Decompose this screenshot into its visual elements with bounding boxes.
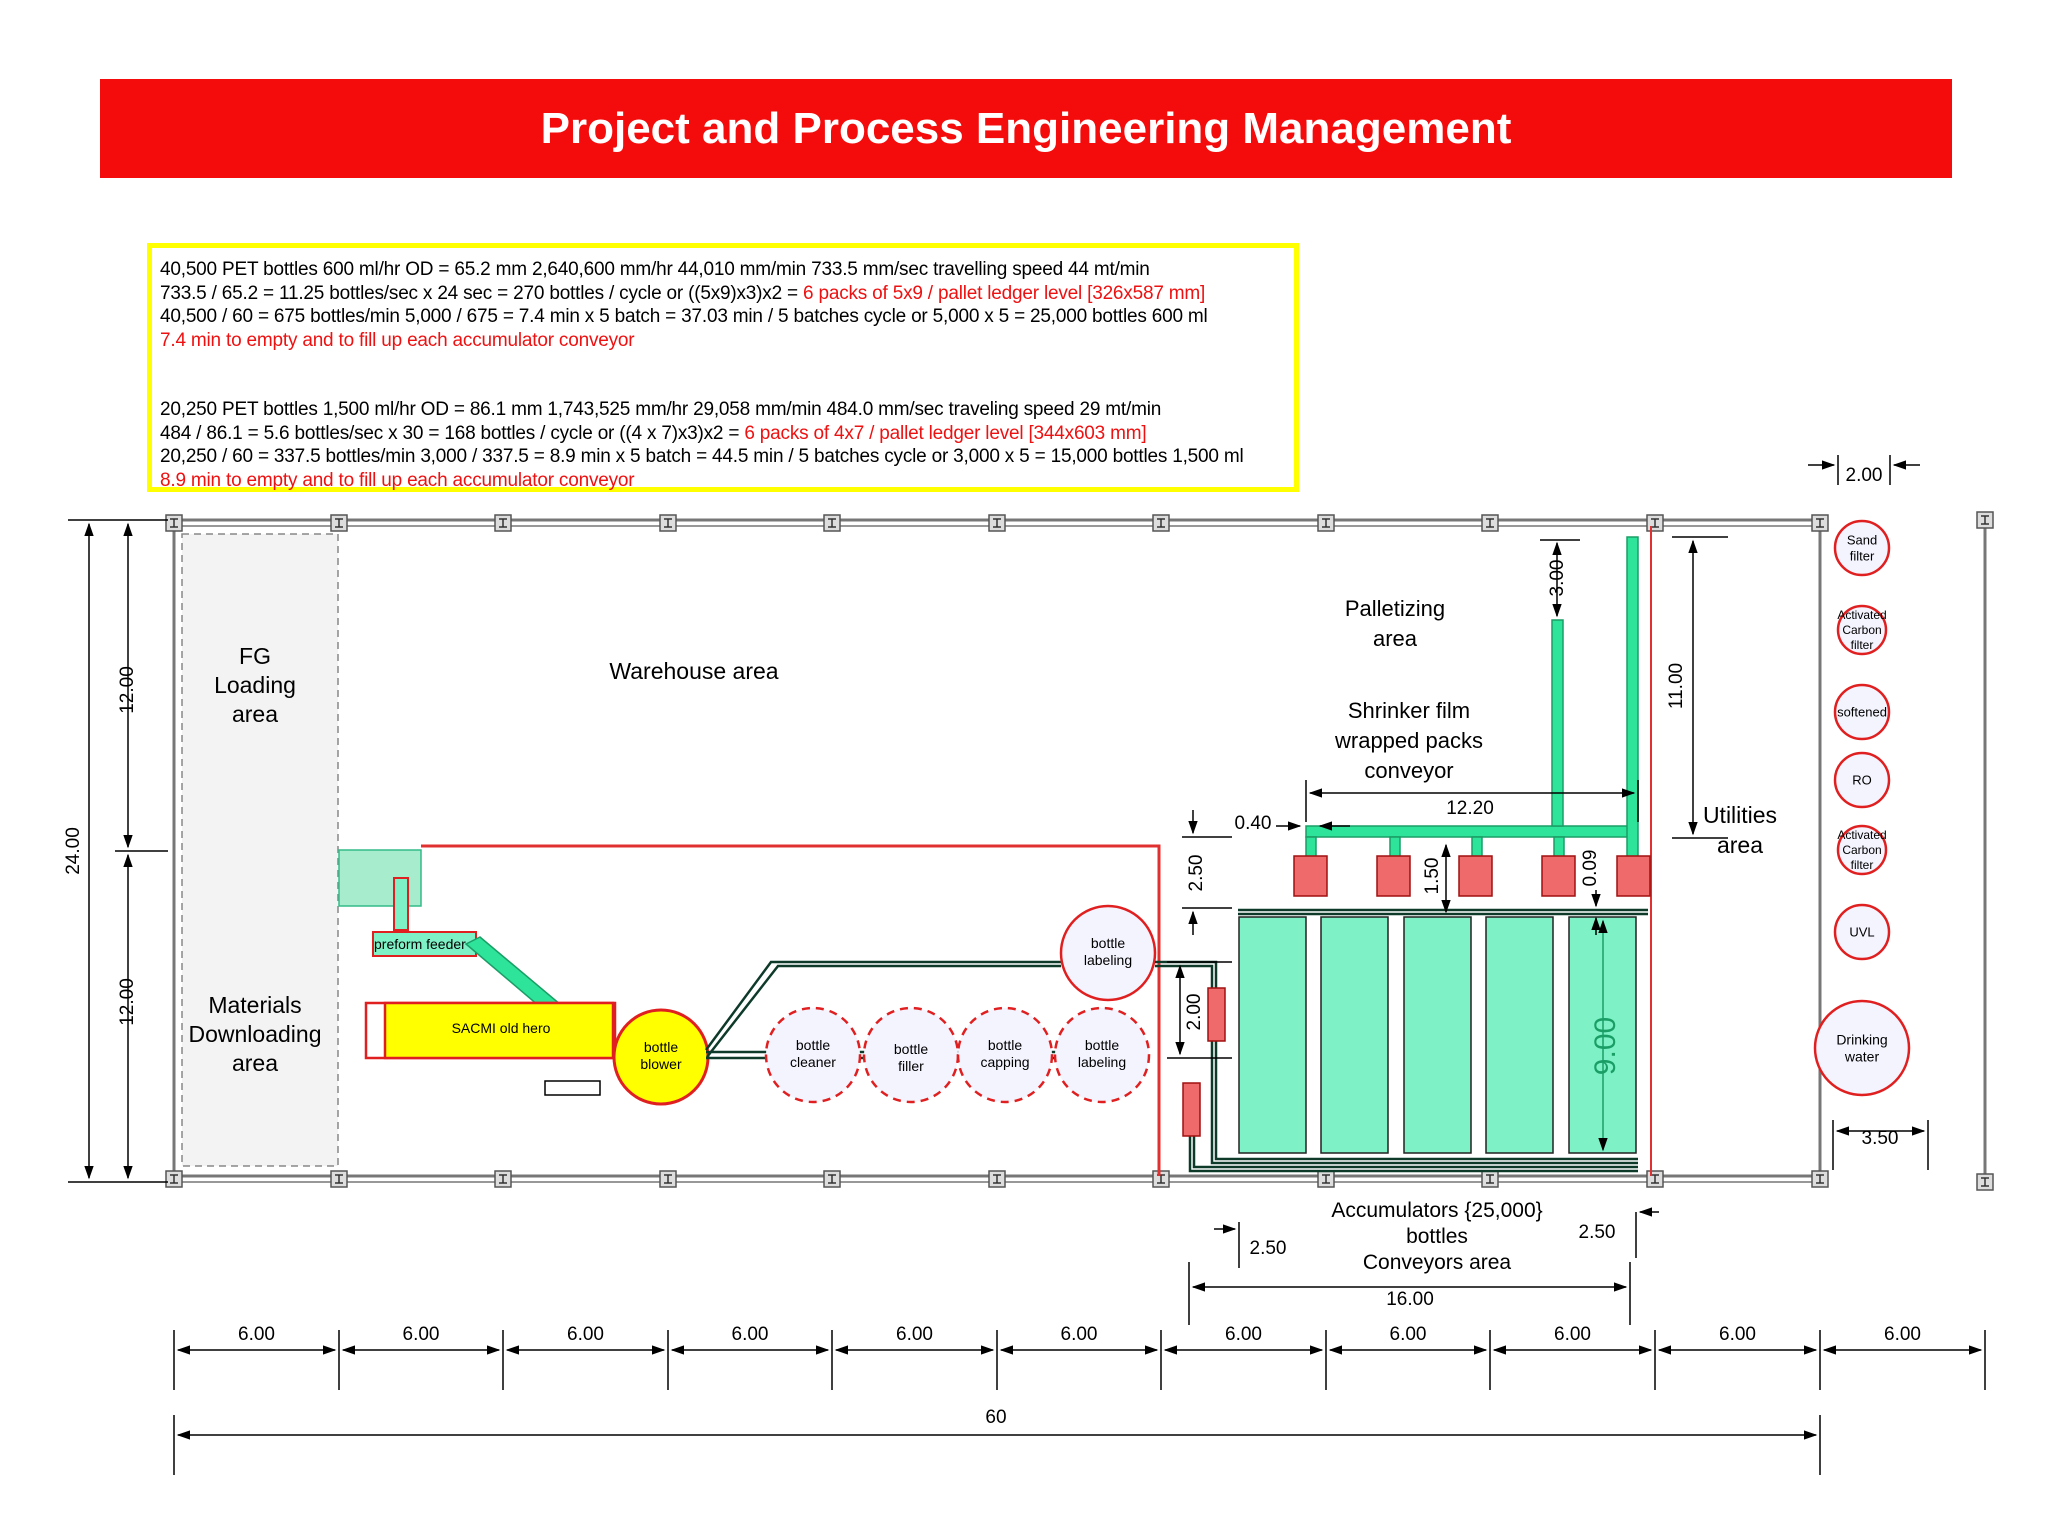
bottle-blower-label [640,1039,682,1072]
column-marker [1812,515,1828,531]
bay-dimension-label: 6.00 [402,1324,440,1345]
bottle-labeling-dashed [1055,1008,1149,1102]
utility-unit [1837,606,1886,654]
bay-dimension-label: 6.00 [731,1324,769,1345]
utility-unit [1835,521,1889,575]
bottle-filler [864,1008,958,1102]
shrinker-conveyor-label [1334,698,1483,783]
svg-text:bottle: bottle [1084,1037,1120,1053]
column-marker [495,1171,511,1187]
svg-text:Materials: Materials [208,992,302,1018]
calc-line: 20,250 / 60 = 337.5 bottles/min 3,000 / 337.5 = 8.9 min x 5 batch = 44.5 min / 5 batches cycle or 3,000 x 5 = 15,000 bottles 1,500 ml [160,446,1244,467]
offset-label: 0.40 [1234,813,1272,834]
column-marker [1153,515,1169,531]
accumulators-area-label [1331,1199,1542,1274]
svg-text:area: area [231,701,279,727]
utility-label: water [1844,1048,1880,1065]
sacmi-label: SACMI old hero [451,1020,551,1036]
svg-text:labeling: labeling [1083,952,1133,968]
utility-label: filter [1850,638,1874,653]
column-marker [660,1171,676,1187]
right-gap-label: 2.00 [1845,465,1883,486]
calc-line: 733.5 / 65.2 = 11.25 bottles/sec x 24 sec = 270 bottles / cycle or ((5x9)x3)x2 = 6 packs of 5x9 / pallet ledger level [326x587 mm] [160,282,1206,304]
bay-dimension-label: 6.00 [567,1324,604,1345]
column-marker [166,515,182,531]
svg-text:capping: capping [980,1054,1030,1070]
palletizing-area-label [1345,596,1445,651]
utility-label: Drinking [1836,1031,1888,1048]
svg-text:cleaner: cleaner [790,1054,836,1070]
svg-text:area: area [1716,832,1764,858]
utility-label: filter [1849,548,1875,564]
palletizer-height-label: 11.00 [1666,662,1687,710]
utility-label: softened [1837,704,1887,720]
column-marker [1977,512,1993,528]
v150-label: 1.50 [1422,857,1443,895]
total-length-label: 60 [985,1407,1007,1428]
svg-text:Palletizing: Palletizing [1344,596,1446,621]
column-marker [1153,1171,1169,1187]
column-marker [166,1171,182,1187]
calc-line: 20,250 PET bottles 1,500 ml/hr OD = 86.1 mm 1,743,525 mm/hr 29,058 mm/min 484.0 mm/sec traveling speed 29 mt/min [160,399,1162,420]
svg-text:conveyor: conveyor [1364,758,1454,783]
column-marker [495,515,511,531]
calc-line: 8.9 min to empty and to fill up each accumulator conveyor [160,469,635,491]
utility-label: Carbon [1842,843,1882,858]
height-total-label: 24.00 [63,827,84,875]
bottle-cleaner [766,1008,860,1102]
bay-dimension-label: 6.00 [1389,1324,1427,1345]
column-marker [1812,1171,1828,1187]
column-marker [1482,1171,1498,1187]
bottle-capping [958,1008,1052,1102]
v250-label: 2.50 [1186,854,1207,892]
utilities-area-label [1703,802,1777,858]
utility-unit [1815,1001,1909,1095]
utility-label: Carbon [1842,623,1882,638]
utility-label: RO [1852,772,1872,788]
acc-right-label: 2.50 [1578,1222,1616,1243]
diverter-upper [1208,988,1225,1041]
svg-text:Downloading: Downloading [188,1021,322,1047]
acc-left-label: 2.50 [1249,1238,1287,1259]
column-marker [1318,1171,1334,1187]
v009-label: 0.09 [1580,849,1601,887]
svg-text:Conveyors area: Conveyors area [1362,1251,1512,1274]
bottle-labeling-top [1061,906,1155,1000]
riser-label: 3.00 [1547,559,1568,597]
utility-label: UVL [1849,924,1875,940]
height-bottom-label: 12.00 [117,978,138,1026]
bay-dimension-labels [238,1324,1921,1345]
preform-feeder-label: preform feeder [374,936,466,952]
banner-title: Project and Process Engineering Management [540,103,1512,153]
column-marker [1647,515,1663,531]
column-marker [824,1171,840,1187]
svg-text:labeling: labeling [1077,1054,1127,1070]
column-marker [989,1171,1005,1187]
svg-text:bottle: bottle [643,1039,679,1055]
bay-dimension-label: 6.00 [1554,1324,1591,1345]
svg-text:blower: blower [640,1056,682,1072]
svg-text:area: area [1372,626,1418,651]
column-marker [1647,1171,1663,1187]
utility-label: Activated [1837,608,1887,623]
column-marker [1977,1174,1993,1190]
bay-dimension-label: 6.00 [1719,1324,1756,1345]
bay-dimension-label: 6.00 [1060,1324,1098,1345]
utility-unit [1835,685,1889,739]
svg-text:Utilities: Utilities [1702,802,1778,828]
column-marker [1482,515,1498,531]
preform-chute [394,878,408,930]
calc-line: 40,500 PET bottles 600 ml/hr OD = 65.2 mm 2,640,600 mm/hr 44,010 mm/min 733.5 mm/sec travelling speed 44 mt/min [160,259,1150,280]
svg-text:area: area [231,1050,279,1076]
column-marker [824,515,840,531]
accumulator-length-label: 9.00 [1589,1016,1622,1076]
warehouse-area-label: Warehouse area [609,658,779,684]
svg-text:wrapped packs: wrapped packs [1335,728,1483,753]
utility-label: Activated [1837,828,1887,843]
bay-dimension-label: 6.00 [1884,1324,1921,1345]
svg-text:Shrinker film: Shrinker film [1347,698,1471,723]
column-marker [660,515,676,531]
svg-text:Loading: Loading [214,672,296,698]
svg-text:bottle: bottle [893,1041,929,1057]
column-marker [331,1171,347,1187]
auxiliary-unit [545,1081,600,1095]
column-marker [989,515,1005,531]
cross-conveyor-label: 12.20 [1446,798,1494,819]
utility-label: Sand [1846,532,1878,548]
accumulator-conveyors [1239,917,1636,1153]
bay-dimension-label: 6.00 [238,1324,275,1345]
height-top-label: 12.00 [117,666,138,714]
svg-text:bottles: bottles [1406,1225,1468,1248]
utility-label: filter [1850,858,1874,873]
column-marker [331,515,347,531]
svg-text:filler: filler [898,1058,924,1074]
calc-line: 7.4 min to empty and to fill up each accumulator conveyor [160,329,635,351]
bay-dimension-label: 6.00 [896,1324,933,1345]
column-marker [1318,515,1334,531]
utility-unit [1835,753,1889,807]
v200-label: 2.00 [1184,993,1205,1031]
utility-unit [1835,905,1889,959]
svg-text:FG: FG [239,643,271,669]
svg-text:bottle: bottle [987,1037,1023,1053]
svg-text:bottle: bottle [795,1037,831,1053]
utilities-equipment [1815,521,1909,1095]
svg-text:bottle: bottle [1090,935,1126,951]
diverter-lower [1183,1083,1200,1136]
utility-unit [1837,826,1886,874]
acc-total-label: 16.00 [1386,1289,1434,1310]
svg-text:Accumulators {25,000}: Accumulators {25,000} [1331,1199,1543,1222]
bay-dimension-label: 6.00 [1225,1324,1262,1345]
calc-line: 40,500 / 60 = 675 bottles/min 5,000 / 675 = 7.4 min x 5 batch = 37.03 min / 5 batches cycle or 5,000 x 5 = 25,000 bottles 600 ml [160,306,1208,327]
calc-line: 484 / 86.1 = 5.6 bottles/sec x 30 = 168 bottles / cycle or ((4 x 7)x3)x2 = 6 packs of 4x7 / pallet ledger level [344x603 mm] [160,422,1147,444]
utilities-width-label: 3.50 [1861,1128,1899,1149]
